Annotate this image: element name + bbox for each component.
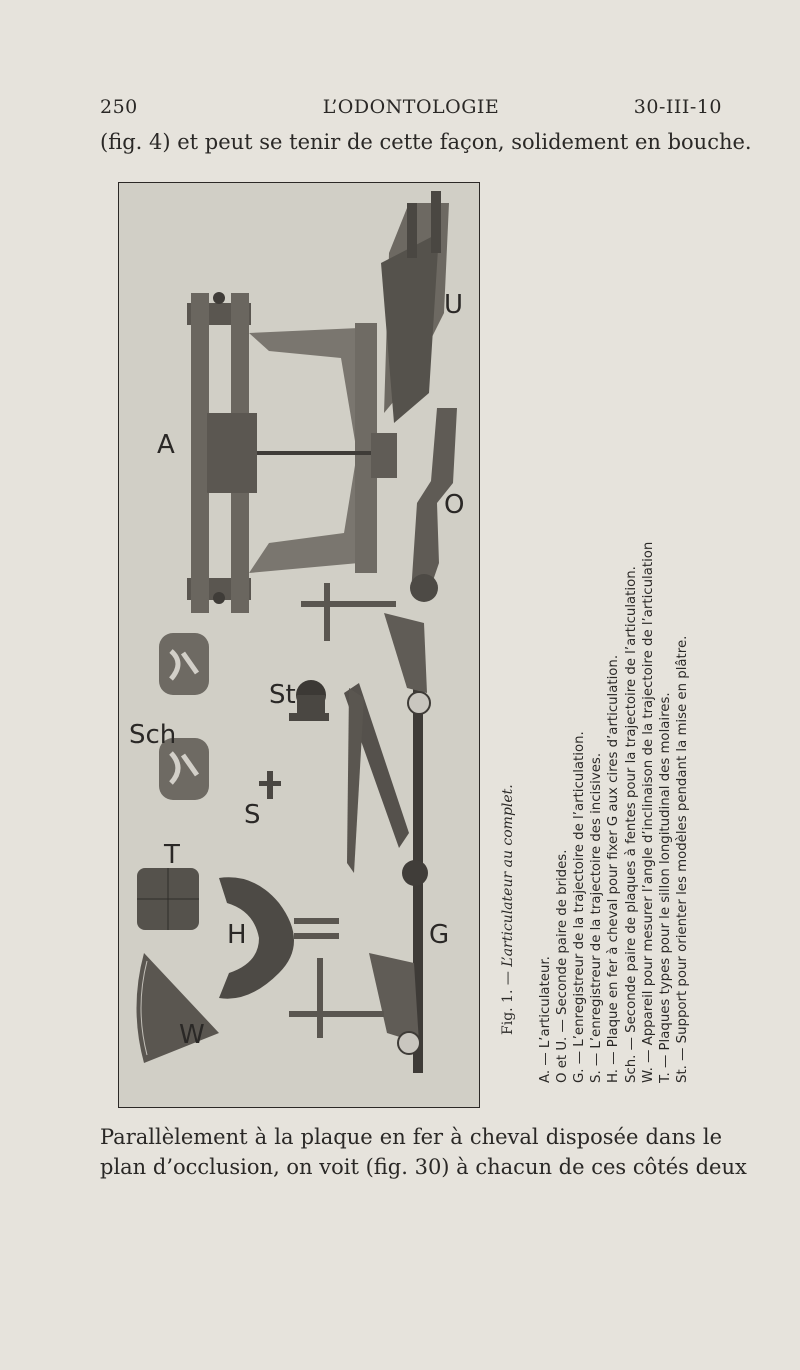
page-number: 250 — [100, 96, 138, 118]
body-text-bottom-line-1: Parallèlement à la plaque en fer à cheval disposée dans le — [100, 1125, 722, 1149]
figure-photo — [118, 182, 480, 1108]
label-o: O — [444, 490, 465, 520]
figure-number: Fig. 1. — — [500, 966, 516, 1035]
body-text-top-line: (fig. 4) et peut se tenir de cette façon, solidement en bouche. — [100, 130, 752, 154]
legend-item: T. — Plaques types pour le sillon longitudinal des molaires. — [657, 692, 673, 1083]
label-g: G — [429, 920, 450, 950]
body-text-bottom-line-2: plan d’occlusion, on voit (fig. 30) à chacun de ces côtés deux — [100, 1155, 747, 1179]
figure-caption — [488, 195, 720, 1095]
figure-caption-title: L’articulateur au complet. — [500, 784, 516, 967]
label-sch: Sch — [129, 720, 177, 750]
figure-caption-area — [488, 182, 720, 1108]
figure-illustration — [119, 183, 479, 1107]
running-head — [100, 96, 722, 122]
figure-title — [500, 195, 517, 1035]
legend-item: S. — L’enregistreur de la trajectoire des incisives. — [589, 752, 605, 1083]
journal-title: L’ODONTOLOGIE — [322, 96, 500, 118]
legend-item: H. — Plaque en fer à cheval pour fixer G aux cires d’articulation. — [606, 654, 622, 1083]
plaque-t — [137, 868, 199, 930]
legend-item: G. — L’enregistreur de la trajectoire de l’articulation. — [572, 731, 588, 1083]
issue-date: 30-III-10 — [633, 96, 722, 118]
label-st: St — [269, 680, 296, 710]
legend-item: A. — L’articulateur. — [538, 956, 554, 1083]
legend-item: Sch. — Seconde paire de plaques à fentes pour la trajectoire de l’articulation. — [623, 566, 639, 1083]
legend-item: W. — Appareil pour mesurer l’angle d’inclinaison de la trajectoire de l’articulation — [640, 541, 656, 1083]
label-u: U — [444, 290, 464, 320]
label-w: W — [179, 1020, 205, 1050]
label-s: S — [244, 800, 261, 830]
label-t: T — [164, 840, 180, 870]
legend-item: St. — Support pour orienter les modèles pendant la mise en plâtre. — [674, 635, 690, 1083]
legend-item: O et U. — Seconde paire de brides. — [555, 849, 571, 1083]
label-h: H — [227, 920, 247, 950]
label-a: A — [157, 430, 175, 460]
